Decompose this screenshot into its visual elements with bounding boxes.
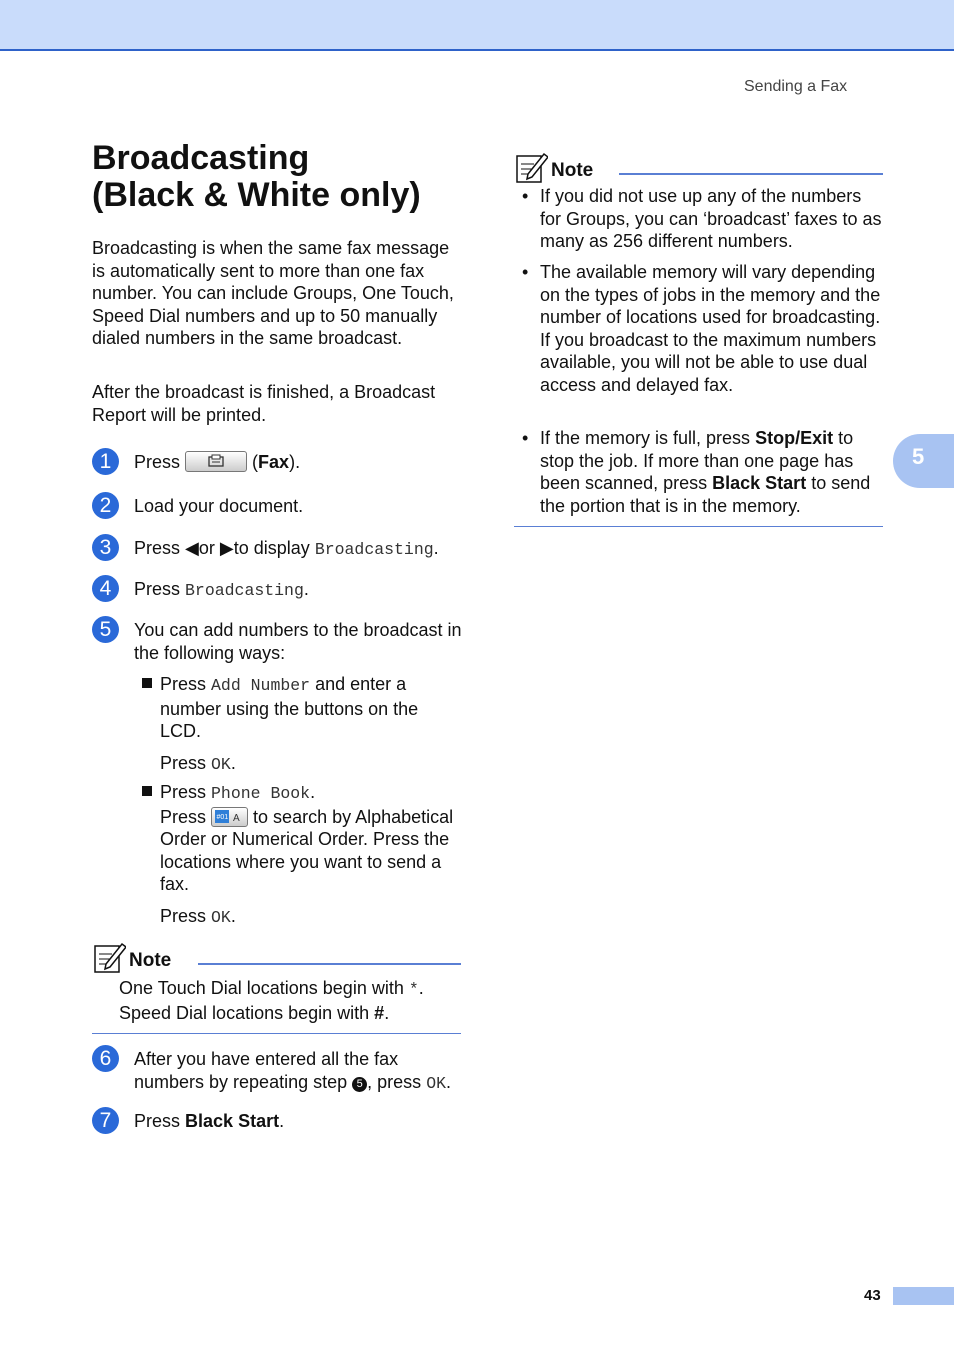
step-number: 4 bbox=[92, 575, 119, 602]
svg-text:A: A bbox=[233, 812, 240, 824]
step-reference: 5 bbox=[352, 1077, 367, 1092]
step-number: 5 bbox=[92, 616, 119, 643]
note-rule bbox=[198, 963, 461, 965]
left-arrow-icon[interactable]: ◀ bbox=[185, 538, 199, 558]
lcd-ok: OK bbox=[426, 1073, 447, 1093]
note-title: Note bbox=[551, 160, 594, 181]
step-text: You can add numbers to the broadcast in the following ways: bbox=[134, 620, 462, 663]
black-start-label: Black Start bbox=[185, 1111, 280, 1131]
lcd-option-broadcasting: Broadcasting bbox=[185, 581, 304, 600]
right-arrow-icon[interactable]: ▶ bbox=[219, 538, 234, 558]
page-tab bbox=[893, 1287, 954, 1305]
step-number: 7 bbox=[92, 1107, 119, 1134]
running-header: Sending a Fax bbox=[744, 78, 848, 95]
step-text: Load your document. bbox=[134, 496, 304, 516]
note-left bbox=[92, 940, 461, 1034]
note-right: Note • If you did not use up any of the numbers for Groups, you can ‘broadcast’ faxes to as many as 256 different numbers. • The available memory will vary depending on the types of jobs in the memory and the number of locations used for broadcasting. If you broadcast to the maximum numbers available, you will not be able to use dual access and delayed fax. • If the memory is full, press Stop/Exit to stop the job. If more than one page has been scanned, press Black Start to send the portion that is in the memory. bbox=[514, 150, 883, 527]
step-text: Press bbox=[134, 452, 181, 472]
step-number: 1 bbox=[92, 448, 119, 475]
note-pencil-icon bbox=[514, 150, 548, 184]
lcd-ok: OK bbox=[211, 907, 231, 927]
note-body: One Touch Dial locations begin with *. Speed Dial locations begin with #. bbox=[119, 978, 424, 1023]
square-bullet-icon bbox=[142, 678, 152, 688]
fax-label: Fax bbox=[258, 452, 290, 472]
step-number: 2 bbox=[92, 492, 119, 519]
note-rule bbox=[619, 173, 883, 175]
fax-key-icon[interactable] bbox=[185, 451, 247, 472]
svg-text:#01: #01 bbox=[216, 813, 229, 821]
chapter-number: 5 bbox=[912, 444, 925, 469]
lcd-option-phone-book: Phone Book bbox=[211, 784, 311, 803]
phone-book-key-icon[interactable] bbox=[211, 807, 248, 827]
lcd-option-add-number: Add Number bbox=[211, 676, 311, 695]
note-title: Note bbox=[129, 950, 172, 971]
page-title bbox=[92, 140, 462, 214]
note-pencil-icon bbox=[92, 940, 126, 974]
left-column: Broadcasting (Black & White only) Broadcasting is when the same fax message is automatically sent to more than one fax number. You can include Groups, One Touch, Speed Dial numbers and up to 50 manually dialed numbers in the same broadcast. After the broadcast is finished, a Broadcast Report will be printed. 1 Press (Fax). 2 Load your document. 3 Press ◀or ▶to display Broadcasting. 4 Press Broadcasting. 5 You can add numbers to the broadcast in the following ways: Press Add Number and enter a number using the buttons on the LCD. Press OK. Press Phone Book. Press #01 A to search by Alphabetical Order or Numerical Order. Press the locations where you want to send a fax. Press OK. Note One Touch Dial locations begin with *. Speed Dial locations begin with #. 6 After you have entered all the fax numbers by repeating step 5 , press OK. 7 Press Black Start. bbox=[92, 140, 462, 214]
chapter-tab bbox=[893, 434, 954, 488]
square-bullet-icon bbox=[142, 786, 152, 796]
intro-paragraph-2: After the broadcast is finished, a Broadcast Report will be printed. bbox=[92, 382, 436, 425]
lcd-ok: OK bbox=[211, 754, 231, 774]
title-line-2: (Black & White only) bbox=[92, 176, 421, 214]
title-line-1: Broadcasting bbox=[92, 139, 310, 177]
page-number: 43 bbox=[864, 1287, 881, 1304]
intro-paragraph-1: Broadcasting is when the same fax message is automatically sent to more than one fax number. You can include Groups, One Touch, Speed Dial numbers and up to 50 manually dialed numbers in the same broadcast. bbox=[92, 238, 454, 348]
header-band bbox=[0, 0, 954, 51]
lcd-option-broadcasting: Broadcasting bbox=[314, 540, 434, 559]
step-number: 6 bbox=[92, 1045, 119, 1072]
step-number: 3 bbox=[92, 534, 119, 561]
